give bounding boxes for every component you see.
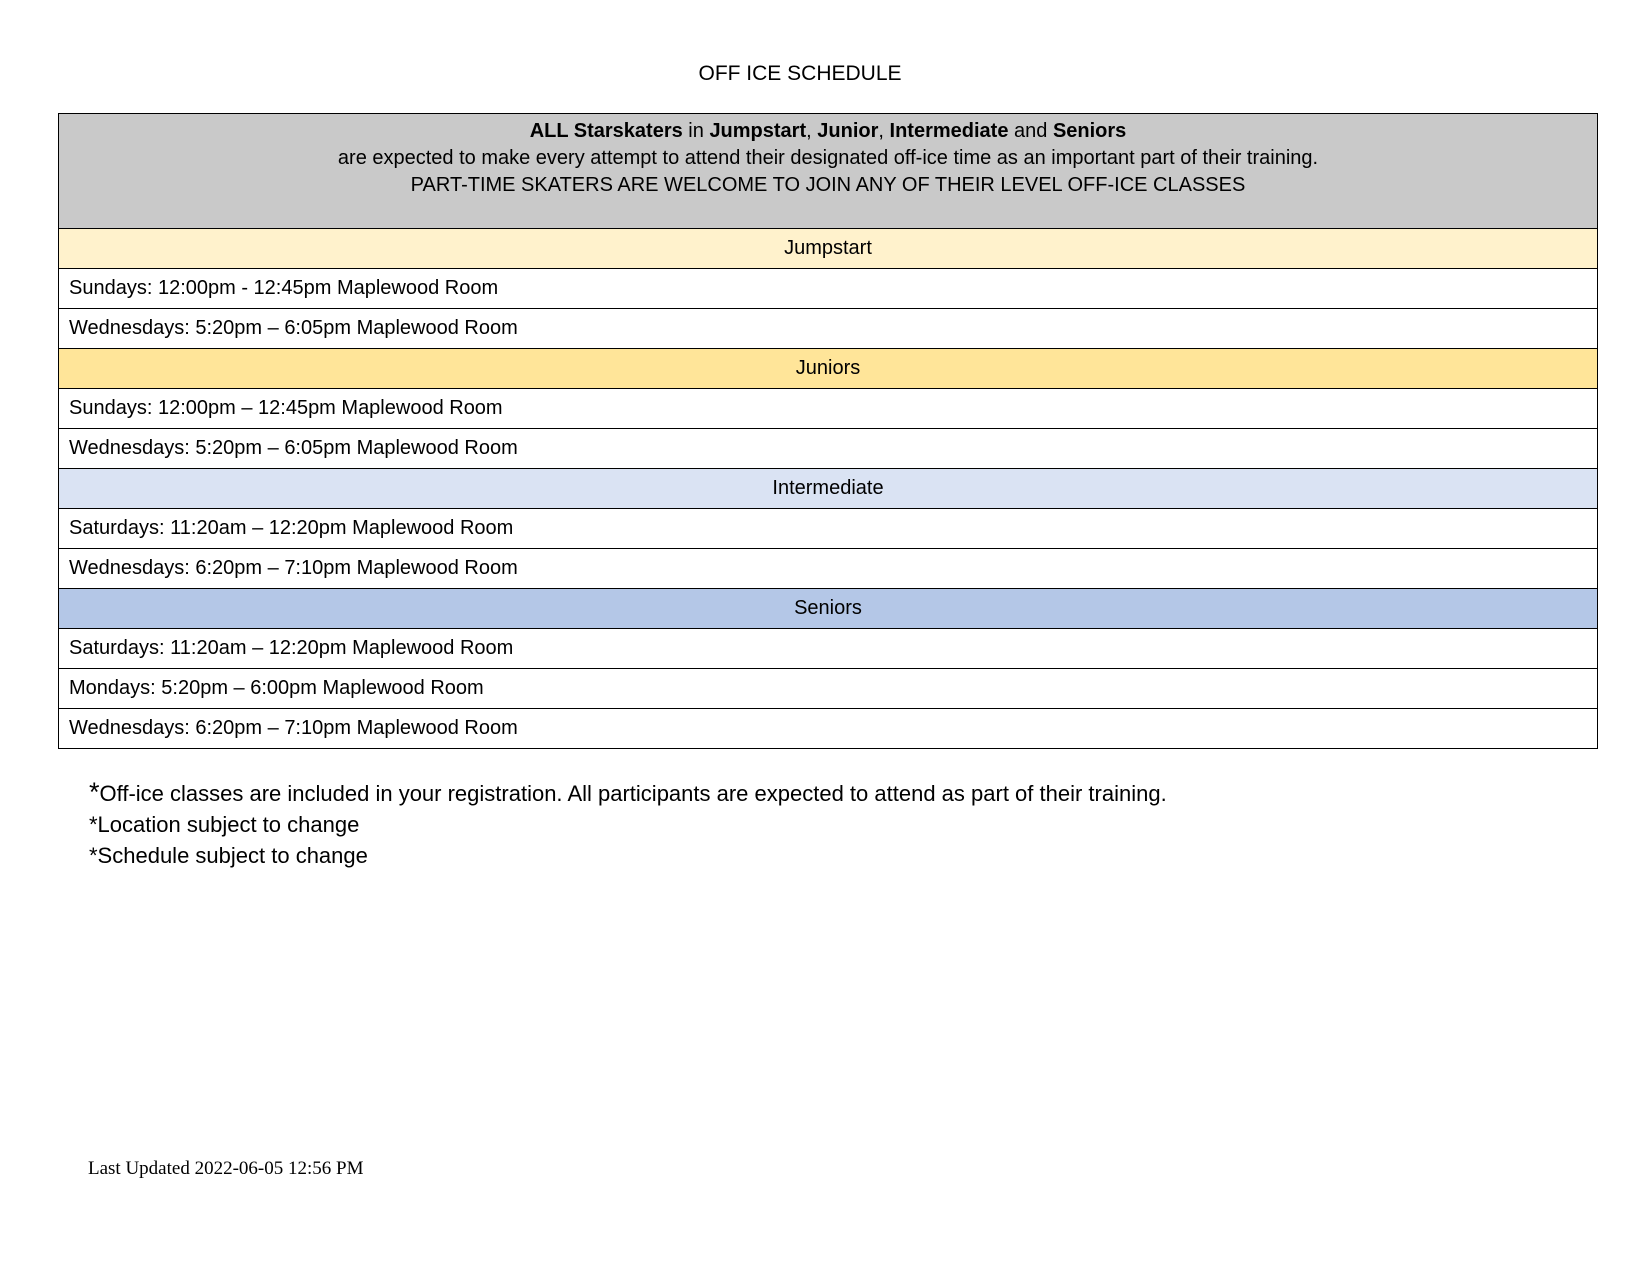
notes-section (89, 777, 1167, 871)
schedule-table (58, 113, 1598, 749)
session-cell: Wednesdays: 5:20pm – 6:05pm Maplewood Room (59, 429, 1598, 469)
session-row (59, 629, 1598, 669)
intro-bold-junior: Junior (817, 120, 879, 142)
intro-bold-jumpstart: Jumpstart (709, 120, 807, 142)
note-registration-text: Off-ice classes are included in your registration. All participants are expected to attend as part of their training. (99, 781, 1167, 806)
intro-bold-all: ALL Starskaters (529, 120, 683, 142)
group-header-seniors (59, 589, 1598, 629)
intro-row (59, 114, 1598, 229)
session-row (59, 669, 1598, 709)
session-cell: Sundays: 12:00pm – 12:45pm Maplewood Room (59, 389, 1598, 429)
group-header-jumpstart (59, 229, 1598, 269)
session-cell: Wednesdays: 6:20pm – 7:10pm Maplewood Room (59, 549, 1598, 589)
session-cell: Saturdays: 11:20am – 12:20pm Maplewood Room (59, 629, 1598, 669)
intro-cell (59, 114, 1598, 229)
intro-line-1 (69, 118, 1587, 145)
session-row (59, 429, 1598, 469)
session-row (59, 309, 1598, 349)
session-cell: Sundays: 12:00pm - 12:45pm Maplewood Room (59, 269, 1598, 309)
note-asterisk: * (89, 777, 100, 807)
intro-text-comma-1: , (806, 120, 818, 142)
intro-text-in: in (682, 120, 710, 142)
note-schedule: *Schedule subject to change (89, 843, 368, 868)
session-row (59, 389, 1598, 429)
page-title: OFF ICE SCHEDULE (698, 62, 902, 85)
intro-bold-seniors: Seniors (1052, 120, 1127, 142)
group-header-cell: Jumpstart (59, 229, 1598, 269)
group-header-cell: Juniors (59, 349, 1598, 389)
intro-text-comma-2: , (878, 120, 890, 142)
group-header-intermediate (59, 469, 1598, 509)
intro-bold-intermediate: Intermediate (889, 120, 1009, 142)
session-cell: Mondays: 5:20pm – 6:00pm Maplewood Room (59, 669, 1598, 709)
group-header-cell: Intermediate (59, 469, 1598, 509)
session-cell: Wednesdays: 5:20pm – 6:05pm Maplewood Room (59, 309, 1598, 349)
session-row (59, 269, 1598, 309)
session-row (59, 549, 1598, 589)
intro-line-2: are expected to make every attempt to attend their designated off-ice time as an important part of their training. (337, 147, 1319, 169)
intro-text-and: and (1008, 120, 1053, 142)
session-row (59, 509, 1598, 549)
intro-line-3: PART-TIME SKATERS ARE WELCOME TO JOIN ANY OF THEIR LEVEL OFF-ICE CLASSES (410, 174, 1246, 196)
session-cell: Wednesdays: 6:20pm – 7:10pm Maplewood Room (59, 709, 1598, 749)
group-header-juniors (59, 349, 1598, 389)
note-registration (89, 777, 1167, 809)
last-updated: Last Updated 2022-06-05 12:56 PM (88, 1158, 364, 1179)
session-row (59, 709, 1598, 749)
group-header-cell: Seniors (59, 589, 1598, 629)
note-location: *Location subject to change (89, 812, 360, 837)
session-cell: Saturdays: 11:20am – 12:20pm Maplewood Room (59, 509, 1598, 549)
